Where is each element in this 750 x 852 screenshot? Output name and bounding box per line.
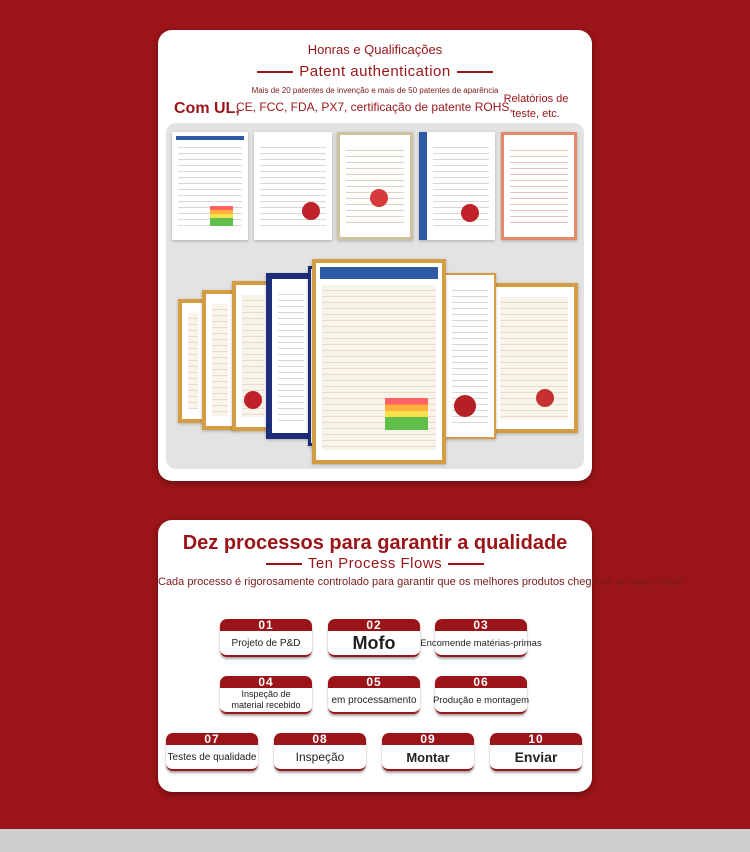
certificate-image <box>501 132 577 240</box>
step-label: Inspeção de material recebido <box>231 689 301 710</box>
step-number: 01 <box>220 619 312 631</box>
step-number: 06 <box>435 676 527 688</box>
process-step-03 <box>420 618 542 657</box>
certificate-image <box>490 283 578 433</box>
title-divider-left <box>266 563 302 565</box>
process-step-09 <box>382 733 474 771</box>
certificate-image <box>337 132 413 240</box>
reports-label <box>500 92 572 122</box>
step-label: Encomende matérias-primas <box>420 637 542 649</box>
cert-list: CE, FCC, FDA, PX7, certificação de patente ROHS, <box>236 100 513 114</box>
step-label: em processamento <box>331 694 417 706</box>
title-divider-right <box>457 71 493 73</box>
com-ul-label: Com UL, <box>174 100 240 117</box>
patents-note: Mais de 20 patentes de invenção e mais de 50 patentes de aparência <box>251 86 499 95</box>
certificate-image <box>419 132 495 240</box>
title-divider-left <box>257 71 293 73</box>
step-label: Testes de qualidade <box>167 751 257 763</box>
step-number: 10 <box>490 733 582 745</box>
patent-authentication-title <box>158 63 592 80</box>
step-number: 07 <box>166 733 258 745</box>
certificates-card <box>158 30 592 481</box>
process-description: Cada processo é rigorosamente controlado para garantir que os melhores produtos cheguem às suas mãos <box>158 576 684 588</box>
step-label: Produção e montagem <box>432 694 530 706</box>
process-title: Dez processos para garantir a qualidade <box>182 532 568 554</box>
process-step-01 <box>220 619 312 657</box>
process-step-05 <box>328 676 420 714</box>
process-step-02 <box>328 619 420 657</box>
reports-line-2: teste, etc. <box>512 108 560 120</box>
certificates-header: Honras e Qualificações <box>307 42 443 57</box>
certificate-image <box>172 132 248 240</box>
reports-line-1: Relatórios de <box>503 93 569 105</box>
process-step-04 <box>220 676 312 714</box>
step-label: Enviar <box>514 748 558 765</box>
step-label: Mofo <box>352 632 396 653</box>
step-number: 04 <box>220 676 312 688</box>
title-divider-right <box>448 563 484 565</box>
process-step-06 <box>432 675 530 714</box>
step-number: 05 <box>328 676 420 688</box>
step-label: Montar <box>406 749 450 765</box>
step-number: 03 <box>435 619 527 631</box>
ten-process-flows-text: Ten Process Flows <box>307 555 443 572</box>
process-step-07 <box>166 733 258 771</box>
step-label: Inspeção <box>295 749 345 764</box>
process-card <box>158 520 684 792</box>
certificate-image <box>254 132 332 240</box>
certificate-image <box>444 273 496 439</box>
process-step-08 <box>274 733 366 771</box>
certificate-gallery <box>166 123 584 469</box>
step-number: 08 <box>274 733 366 745</box>
step-number: 02 <box>328 619 420 631</box>
step-number: 09 <box>382 733 474 745</box>
bottom-strip <box>0 829 750 852</box>
certificate-image <box>312 259 446 464</box>
patent-authentication-text: Patent authentication <box>299 63 451 80</box>
process-step-10 <box>490 733 582 771</box>
ten-process-flows-title <box>158 555 592 572</box>
step-label: Projeto de P&D <box>231 637 301 649</box>
